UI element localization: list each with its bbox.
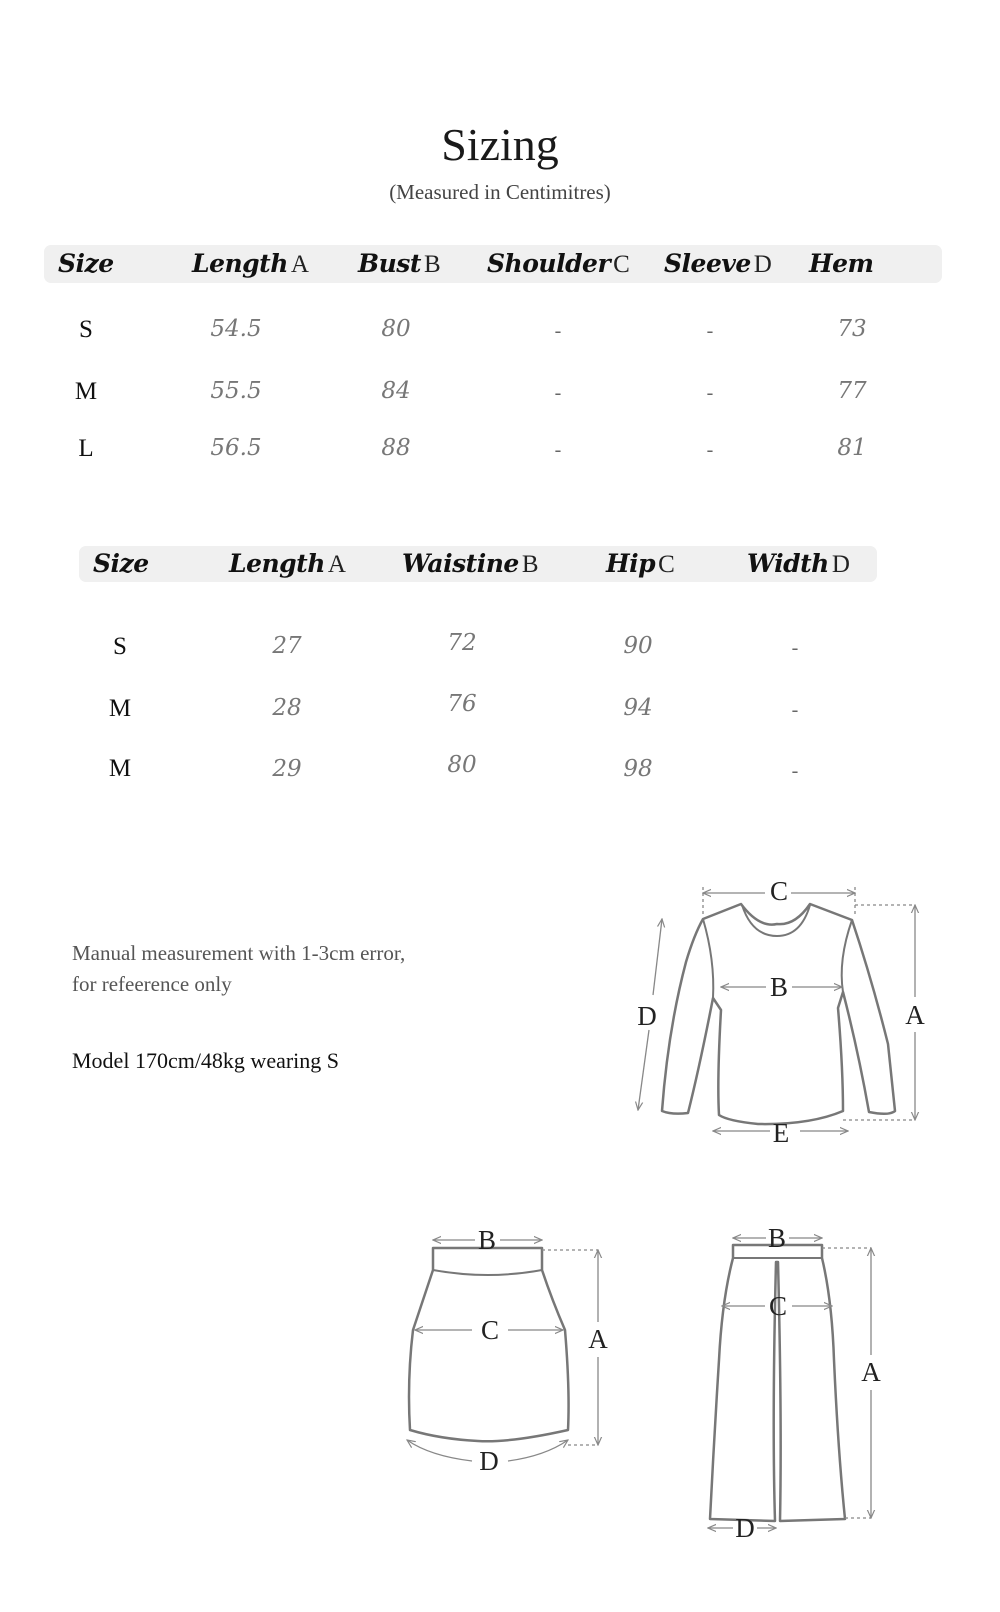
bust-value: 88	[381, 435, 411, 461]
note-line-1: Manual measurement with 1-3cm error,	[72, 941, 406, 965]
length-value: 56.5	[210, 435, 262, 461]
top-seam-left	[703, 919, 713, 998]
pants-label-c: C	[768, 1291, 788, 1321]
top-seam-right	[842, 920, 852, 992]
hem-value: 73	[837, 316, 867, 342]
hip-value: 98	[623, 756, 653, 782]
length-value: 28	[272, 695, 302, 721]
top-col-sleeve: Sleeve D	[664, 249, 772, 278]
pants-label-b: B	[767, 1223, 787, 1253]
hem-value: 77	[837, 378, 867, 404]
waistline-value: 76	[447, 691, 477, 717]
sleeve-value: -	[706, 439, 714, 461]
bottom-col-width: Width D	[747, 549, 850, 578]
top-label-a: A	[905, 1000, 925, 1030]
width-value: -	[791, 760, 799, 782]
model-info: Model 170cm/48kg wearing S	[72, 1048, 340, 1073]
top-col-shoulder: Shoulder C	[487, 249, 630, 278]
top-collar	[742, 905, 810, 936]
bottom-col-length: Length A	[229, 549, 346, 578]
top-diagram	[662, 904, 895, 1124]
skirt-label-d: D	[479, 1446, 499, 1476]
page-subtitle: (Measured in Centimitres)	[389, 180, 611, 204]
shoulder-value: -	[554, 382, 562, 404]
length-value: 27	[272, 633, 302, 659]
size-label: S	[113, 633, 127, 660]
note-line-2: for refeerence only	[72, 972, 232, 996]
hip-value: 94	[623, 695, 653, 721]
length-value: 55.5	[210, 378, 262, 404]
bottom-col-waistline: Waistine B	[402, 549, 539, 578]
skirt-waistband	[433, 1270, 542, 1275]
bust-value: 80	[381, 316, 411, 342]
sleeve-value: -	[706, 320, 714, 342]
length-value: 54.5	[210, 316, 262, 342]
size-label: S	[79, 316, 93, 343]
length-value: 29	[272, 756, 302, 782]
shoulder-value: -	[554, 320, 562, 342]
skirt-label-b: B	[477, 1225, 497, 1255]
pants-label-a: A	[861, 1357, 881, 1387]
size-label: M	[108, 755, 132, 782]
pants-diagram	[710, 1245, 845, 1521]
skirt-label-c: C	[480, 1315, 500, 1345]
waistline-value: 72	[447, 630, 477, 656]
page-title: Sizing	[441, 119, 559, 170]
top-label-b: B	[769, 972, 789, 1002]
top-label-d: D	[637, 1001, 657, 1031]
bottom-col-hip: Hip C	[606, 549, 675, 578]
hip-value: 90	[623, 633, 653, 659]
top-label-c: C	[769, 876, 789, 906]
top-label-e: E	[772, 1118, 790, 1148]
top-col-size: Size	[58, 249, 114, 278]
top-col-length: Length A	[192, 249, 309, 278]
size-label: M	[108, 695, 132, 722]
top-col-bust: Bust B	[358, 249, 441, 278]
sleeve-value: -	[706, 382, 714, 404]
hem-value: 81	[837, 435, 867, 461]
width-value: -	[791, 637, 799, 659]
width-value: -	[791, 699, 799, 721]
bottom-col-size: Size	[93, 549, 149, 578]
top-outline	[662, 904, 895, 1124]
waistline-value: 80	[447, 752, 477, 778]
size-label: L	[78, 435, 94, 462]
pants-label-d: D	[735, 1513, 755, 1543]
shoulder-value: -	[554, 439, 562, 461]
skirt-label-a: A	[588, 1324, 608, 1354]
pants-measure-lines	[708, 1238, 871, 1528]
pants-outline	[710, 1245, 845, 1521]
size-label: M	[74, 378, 98, 405]
top-col-hem: Hem	[809, 249, 874, 278]
bust-value: 84	[381, 378, 411, 404]
